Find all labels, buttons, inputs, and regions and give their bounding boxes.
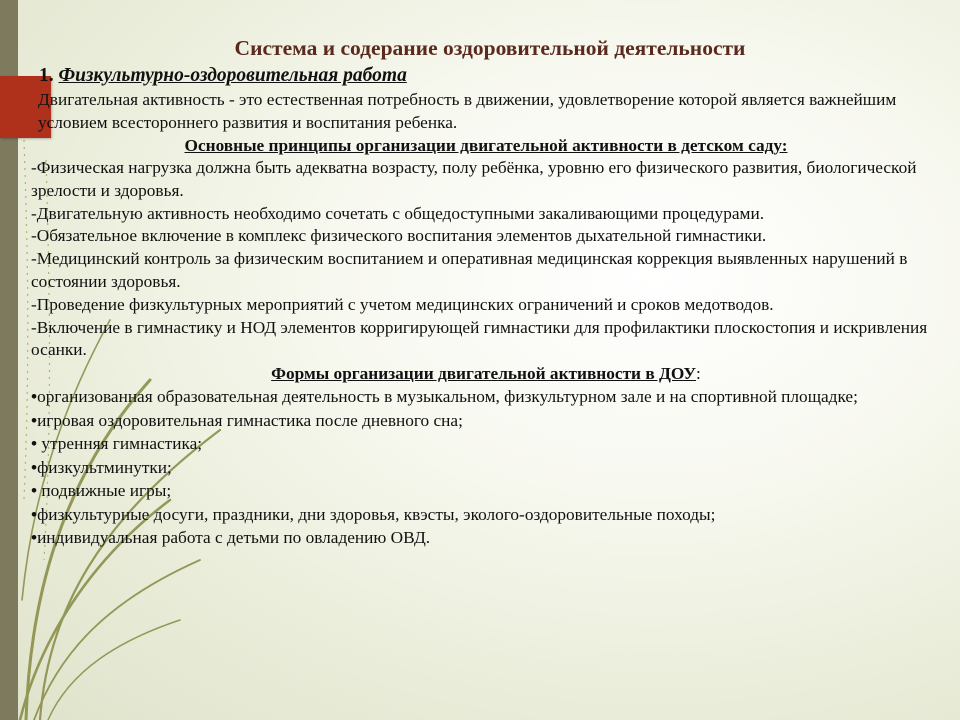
bullet-icon: • xyxy=(31,481,38,501)
bullet-icon: • xyxy=(31,457,38,477)
form-item-text: физкультминутки; xyxy=(37,457,172,477)
form-item-text: подвижные игры; xyxy=(37,481,172,501)
form-item xyxy=(31,503,941,527)
slide-title: Система и содерание оздоровительной деятельности xyxy=(234,36,746,60)
principle-item: -Обязательное включение в комплекс физического воспитания элементов дыхательной гимнастики. xyxy=(31,226,767,246)
bullet-icon: • xyxy=(31,410,38,430)
form-item xyxy=(31,479,941,503)
slide-content xyxy=(31,34,941,550)
principle-item: -Двигательную активность необходимо сочетать с общедоступными закаливающими процедурами. xyxy=(31,203,765,223)
principles-list xyxy=(31,157,941,362)
principle-item: -Включение в гимнастику и НОД элементов корригирующей гимнастики для профилактики плоскостопия и искривления осанки. xyxy=(31,317,928,360)
section-heading xyxy=(39,64,941,88)
form-item-text: физкультурные досуги, праздники, дни здоровья, квэсты, эколого-оздоровительные походы; xyxy=(37,504,716,524)
principle-item: -Медицинский контроль за физическим воспитанием и оперативная медицинская коррекция выявленных нарушений в состоянии здоровья. xyxy=(31,249,908,291)
bullet-icon: • xyxy=(31,434,38,454)
form-item xyxy=(31,456,941,480)
forms-heading: Формы организации двигательной активности в ДОУ xyxy=(271,364,697,384)
form-item xyxy=(31,526,941,550)
forms-heading-colon: : xyxy=(696,364,701,384)
section-number: 1. xyxy=(39,65,54,86)
principles-heading: Основные принципы организации двигательной активности в детском саду: xyxy=(184,136,788,155)
bullet-icon: • xyxy=(31,528,38,548)
bullet-icon: • xyxy=(31,504,38,524)
forms-list xyxy=(31,385,941,550)
form-item xyxy=(31,385,941,409)
form-item-text: организованная образовательная деятельность в музыкальном, физкультурном зале и на спортивной площадке; xyxy=(37,387,858,407)
form-item-text: индивидуальная работа с детьми по овладению ОВД. xyxy=(37,528,431,548)
bullet-icon: • xyxy=(31,387,38,407)
form-item xyxy=(31,432,941,456)
forms-heading-line xyxy=(31,362,941,385)
form-item-text: утренняя гимнастика; xyxy=(37,434,203,454)
intro-paragraph: Двигательная активность - это естественная потребность в движении, удовлетворение которой является важнейшим условием всестороннего развития и воспитания ребенка. xyxy=(38,90,897,132)
form-item-text: игровая оздоровительная гимнастика после дневного сна; xyxy=(37,410,463,430)
section-title: Физкультурно-оздоровительная работа xyxy=(58,65,407,86)
principle-item: -Физическая нагрузка должна быть адекватна возрасту, полу ребёнка, уровню его физического развития, биологической зрелости и здоровья. xyxy=(31,158,917,200)
form-item xyxy=(31,409,941,433)
principle-item: -Проведение физкультурных мероприятий с учетом медицинских ограничений и сроков медотводов. xyxy=(31,294,774,314)
